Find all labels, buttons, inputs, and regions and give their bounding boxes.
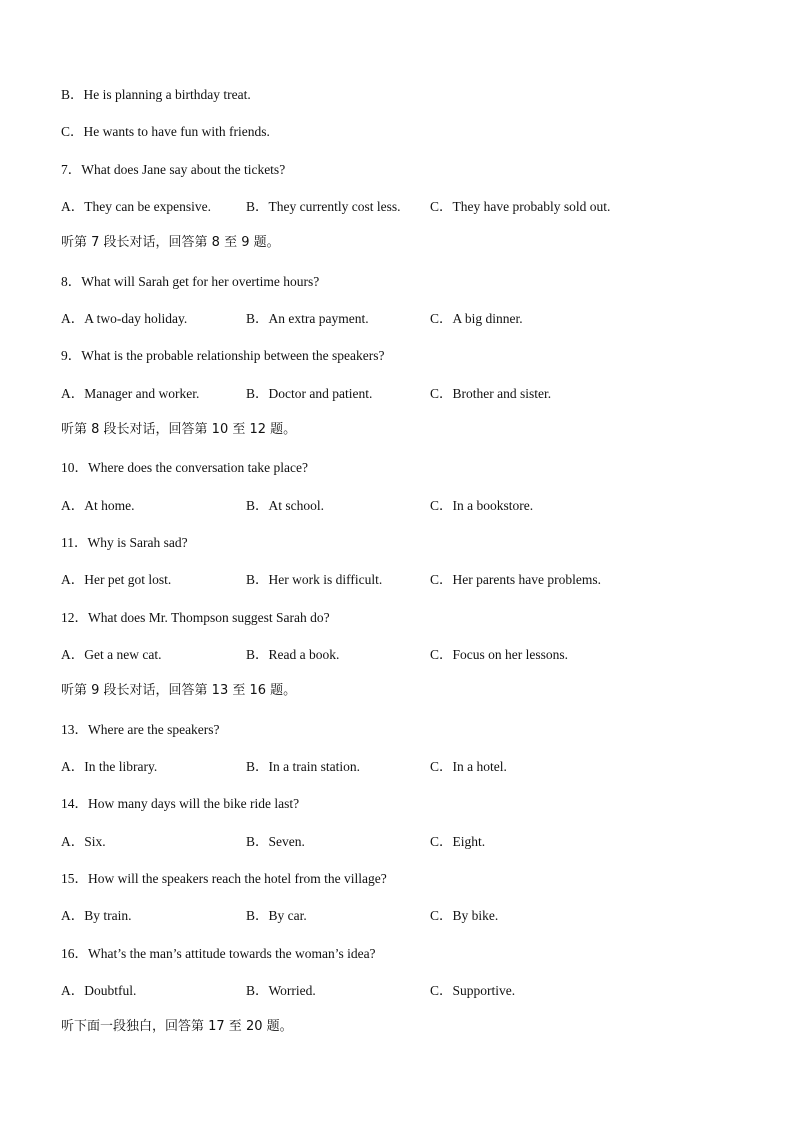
section-instruction-9: 听第 9 段长对话，回答第 13 至 16 题。 bbox=[61, 683, 297, 698]
option-8a: A．A two-day holiday. bbox=[61, 311, 188, 326]
question-13: 13．Where are the speakers? bbox=[61, 722, 220, 737]
option-11a: A．Her pet got lost. bbox=[61, 572, 172, 587]
option-14b: B．Seven. bbox=[246, 834, 305, 849]
option-15a: A．By train. bbox=[61, 908, 132, 923]
option-10c: C．In a bookstore. bbox=[430, 498, 534, 513]
option-14a: A．Six. bbox=[61, 834, 106, 849]
option-9a: A．Manager and worker. bbox=[61, 386, 200, 401]
question-12: 12．What does Mr. Thompson suggest Sarah do? bbox=[61, 610, 330, 625]
question-14: 14．How many days will the bike ride last? bbox=[61, 796, 300, 811]
question-15: 15．How will the speakers reach the hotel from the village? bbox=[61, 871, 387, 886]
option-9c: C．Brother and sister. bbox=[430, 386, 552, 401]
option-6c: C．He wants to have fun with friends. bbox=[61, 124, 270, 139]
option-7b: B．They currently cost less. bbox=[246, 199, 401, 214]
question-7: 7．What does Jane say about the tickets? bbox=[61, 162, 286, 177]
section-instruction-7: 听第 7 段长对话，回答第 8 至 9 题。 bbox=[61, 235, 280, 250]
option-10a: A．At home. bbox=[61, 498, 135, 513]
section-instruction-8: 听第 8 段长对话，回答第 10 至 12 题。 bbox=[61, 422, 297, 437]
option-14c: C．Eight. bbox=[430, 834, 486, 849]
question-8: 8．What will Sarah get for her overtime hours? bbox=[61, 274, 320, 289]
option-11b: B．Her work is difficult. bbox=[246, 572, 383, 587]
option-10b: B．At school. bbox=[246, 498, 325, 513]
option-16a: A．Doubtful. bbox=[61, 983, 137, 998]
question-10: 10．Where does the conversation take place? bbox=[61, 460, 309, 475]
option-12c: C．Focus on her lessons. bbox=[430, 647, 568, 662]
option-16c: C．Supportive. bbox=[430, 983, 516, 998]
option-6b: B．He is planning a birthday treat. bbox=[61, 87, 251, 102]
question-16: 16．What’s the man’s attitude towards the woman’s idea? bbox=[61, 946, 376, 961]
option-16b: B．Worried. bbox=[246, 983, 316, 998]
option-11c: C．Her parents have problems. bbox=[430, 572, 601, 587]
option-9b: B．Doctor and patient. bbox=[246, 386, 373, 401]
option-13c: C．In a hotel. bbox=[430, 759, 507, 774]
section-instruction-monologue: 听下面一段独白，回答第 17 至 20 题。 bbox=[61, 1019, 293, 1034]
option-15c: C．By bike. bbox=[430, 908, 499, 923]
option-12a: A．Get a new cat. bbox=[61, 647, 162, 662]
question-9: 9．What is the probable relationship between the speakers? bbox=[61, 348, 385, 363]
option-13b: B．In a train station. bbox=[246, 759, 360, 774]
option-7a: A．They can be expensive. bbox=[61, 199, 211, 214]
question-11: 11．Why is Sarah sad? bbox=[61, 535, 188, 550]
option-8b: B．An extra payment. bbox=[246, 311, 369, 326]
option-13a: A．In the library. bbox=[61, 759, 158, 774]
option-8c: C．A big dinner. bbox=[430, 311, 523, 326]
option-15b: B．By car. bbox=[246, 908, 307, 923]
option-12b: B．Read a book. bbox=[246, 647, 340, 662]
option-7c: C．They have probably sold out. bbox=[430, 199, 611, 214]
